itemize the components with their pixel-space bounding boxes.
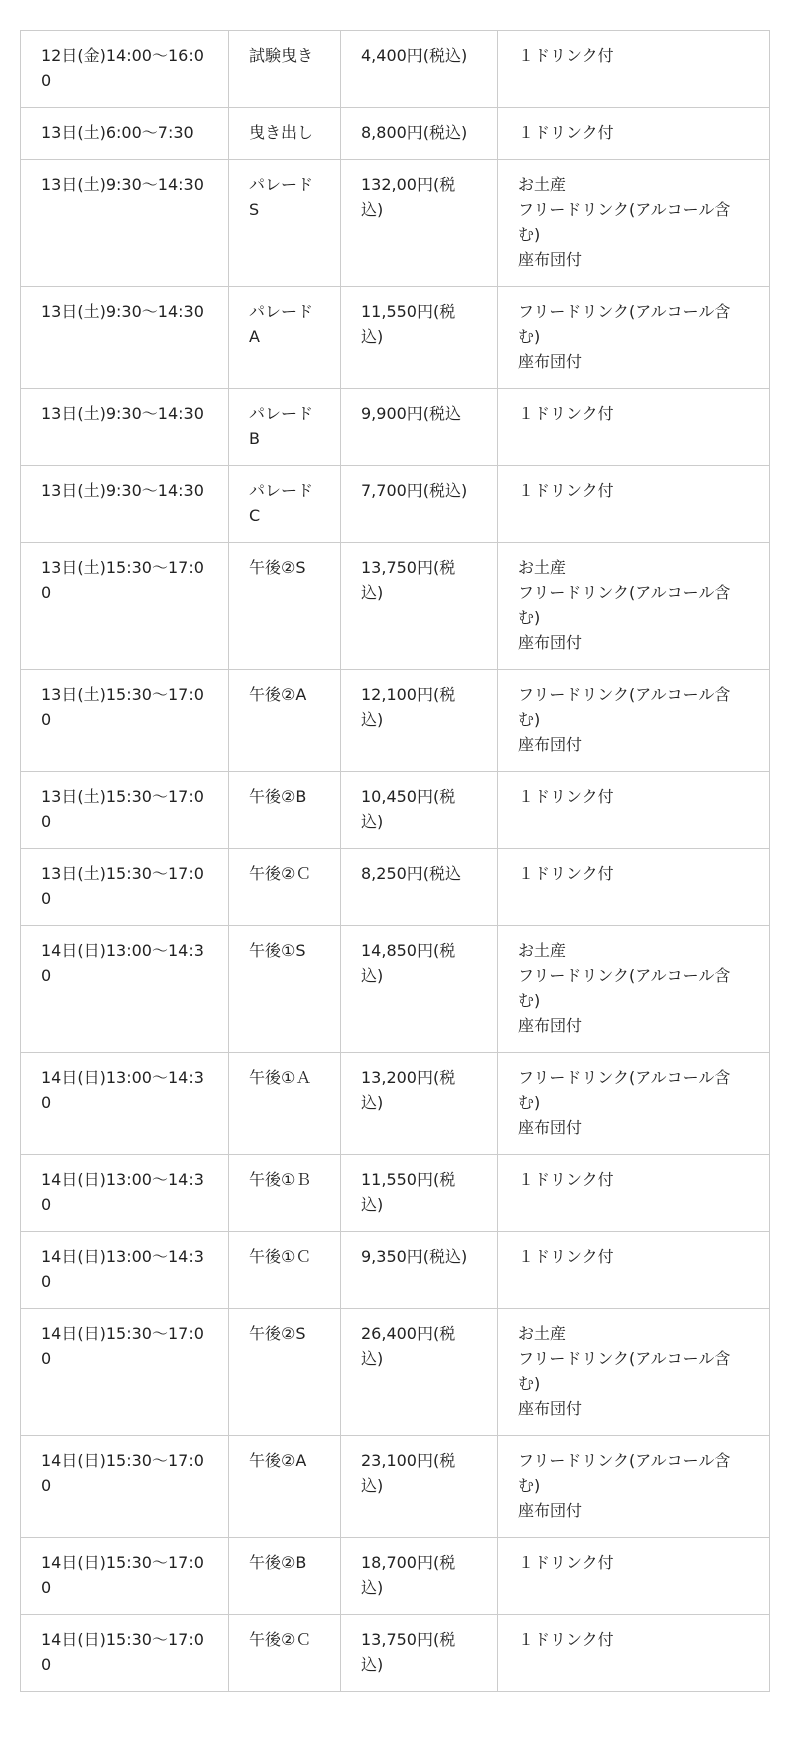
datetime-cell: 13日(土)15:30〜17:00 [21,670,229,772]
ticket-price-table-body [21,31,770,1692]
price-cell: 13,750円(税込) [341,543,498,670]
note-line: フリードリンク(アルコール含む) [518,1068,731,1112]
note-line: お土産 [518,1324,567,1343]
table-row [21,543,770,670]
note-line: フリードリンク(アルコール含む) [518,200,731,244]
note-line: 座布団付 [518,633,583,652]
price-cell: 132,00円(税込) [341,160,498,287]
note-line: フリードリンク(アルコール含む) [518,583,731,627]
note-line: 座布団付 [518,1118,583,1137]
table-row [21,287,770,389]
note-line: お土産 [518,175,567,194]
notes-cell [498,1155,770,1232]
table-row [21,31,770,108]
seat-type-cell: 午後②B [229,772,341,849]
datetime-cell: 13日(土)9:30〜14:30 [21,389,229,466]
notes-cell [498,543,770,670]
price-cell: 12,100円(税込) [341,670,498,772]
notes-cell [498,849,770,926]
table-row [21,926,770,1053]
price-cell: 11,550円(税込) [341,1155,498,1232]
price-cell: 9,900円(税込 [341,389,498,466]
note-line: １ドリンク付 [518,481,614,500]
notes-cell [498,1309,770,1436]
datetime-cell: 14日(日)15:30〜17:00 [21,1615,229,1692]
datetime-cell: 14日(日)13:00〜14:30 [21,1232,229,1309]
datetime-cell: 13日(土)9:30〜14:30 [21,466,229,543]
table-row [21,1615,770,1692]
price-cell: 13,200円(税込) [341,1053,498,1155]
note-line: １ドリンク付 [518,1553,614,1572]
datetime-cell: 13日(土)6:00〜7:30 [21,108,229,160]
note-line: 座布団付 [518,1501,583,1520]
table-row [21,849,770,926]
seat-type-cell: 午後①Ａ [229,1053,341,1155]
note-line: １ドリンク付 [518,787,614,806]
price-cell: 18,700円(税込) [341,1538,498,1615]
note-line: 座布団付 [518,1016,583,1035]
note-line: フリードリンク(アルコール含む) [518,685,731,729]
datetime-cell: 14日(日)15:30〜17:00 [21,1538,229,1615]
seat-type-cell: パレードB [229,389,341,466]
seat-type-cell: 午後②Ｃ [229,1615,341,1692]
datetime-cell: 13日(土)15:30〜17:00 [21,543,229,670]
datetime-cell: 14日(日)13:00〜14:30 [21,926,229,1053]
seat-type-cell: 午後①S [229,926,341,1053]
table-row [21,160,770,287]
datetime-cell: 14日(日)13:00〜14:30 [21,1155,229,1232]
price-cell: 23,100円(税込) [341,1436,498,1538]
seat-type-cell: 午後①Ｂ [229,1155,341,1232]
table-row [21,670,770,772]
notes-cell [498,772,770,849]
table-row [21,1436,770,1538]
note-line: １ドリンク付 [518,1630,614,1649]
note-line: お土産 [518,558,567,577]
datetime-cell: 13日(土)15:30〜17:00 [21,772,229,849]
note-line: フリードリンク(アルコール含む) [518,302,731,346]
notes-cell [498,926,770,1053]
notes-cell [498,160,770,287]
notes-cell [498,670,770,772]
table-row [21,1053,770,1155]
seat-type-cell: 午後②B [229,1538,341,1615]
table-row [21,389,770,466]
notes-cell [498,389,770,466]
note-line: １ドリンク付 [518,1170,614,1189]
notes-cell [498,1053,770,1155]
ticket-price-table [20,30,770,1692]
price-cell: 7,700円(税込) [341,466,498,543]
notes-cell [498,1436,770,1538]
datetime-cell: 14日(日)15:30〜17:00 [21,1309,229,1436]
price-cell: 8,800円(税込) [341,108,498,160]
note-line: フリードリンク(アルコール含む) [518,966,731,1010]
price-cell: 11,550円(税込) [341,287,498,389]
notes-cell [498,1615,770,1692]
price-cell: 4,400円(税込) [341,31,498,108]
seat-type-cell: 午後②Ｃ [229,849,341,926]
note-line: １ドリンク付 [518,46,614,65]
seat-type-cell: 午後①Ｃ [229,1232,341,1309]
seat-type-cell: パレードA [229,287,341,389]
table-row [21,1155,770,1232]
note-line: １ドリンク付 [518,864,614,883]
note-line: 座布団付 [518,1399,583,1418]
table-row [21,1309,770,1436]
seat-type-cell: 曳き出し [229,108,341,160]
seat-type-cell: 午後②A [229,1436,341,1538]
note-line: １ドリンク付 [518,123,614,142]
datetime-cell: 13日(土)9:30〜14:30 [21,160,229,287]
price-cell: 14,850円(税込) [341,926,498,1053]
table-row [21,466,770,543]
seat-type-cell: 午後②A [229,670,341,772]
datetime-cell: 13日(土)9:30〜14:30 [21,287,229,389]
table-row [21,108,770,160]
datetime-cell: 13日(土)15:30〜17:00 [21,849,229,926]
notes-cell [498,1232,770,1309]
note-line: 座布団付 [518,352,583,371]
note-line: １ドリンク付 [518,404,614,423]
price-cell: 10,450円(税込) [341,772,498,849]
datetime-cell: 14日(日)13:00〜14:30 [21,1053,229,1155]
note-line: フリードリンク(アルコール含む) [518,1349,731,1393]
table-row [21,1232,770,1309]
note-line: 座布団付 [518,250,583,269]
seat-type-cell: パレードC [229,466,341,543]
price-cell: 9,350円(税込) [341,1232,498,1309]
note-line: １ドリンク付 [518,1247,614,1266]
note-line: フリードリンク(アルコール含む) [518,1451,731,1495]
table-row [21,772,770,849]
notes-cell [498,287,770,389]
note-line: 座布団付 [518,735,583,754]
price-cell: 13,750円(税込) [341,1615,498,1692]
ticket-price-table-container [20,30,769,1692]
price-cell: 8,250円(税込 [341,849,498,926]
notes-cell [498,466,770,543]
notes-cell [498,108,770,160]
notes-cell [498,1538,770,1615]
seat-type-cell: 午後②S [229,1309,341,1436]
seat-type-cell: 試験曳き [229,31,341,108]
datetime-cell: 12日(金)14:00〜16:00 [21,31,229,108]
note-line: お土産 [518,941,567,960]
price-cell: 26,400円(税込) [341,1309,498,1436]
datetime-cell: 14日(日)15:30〜17:00 [21,1436,229,1538]
seat-type-cell: パレードS [229,160,341,287]
notes-cell [498,31,770,108]
seat-type-cell: 午後②S [229,543,341,670]
table-row [21,1538,770,1615]
